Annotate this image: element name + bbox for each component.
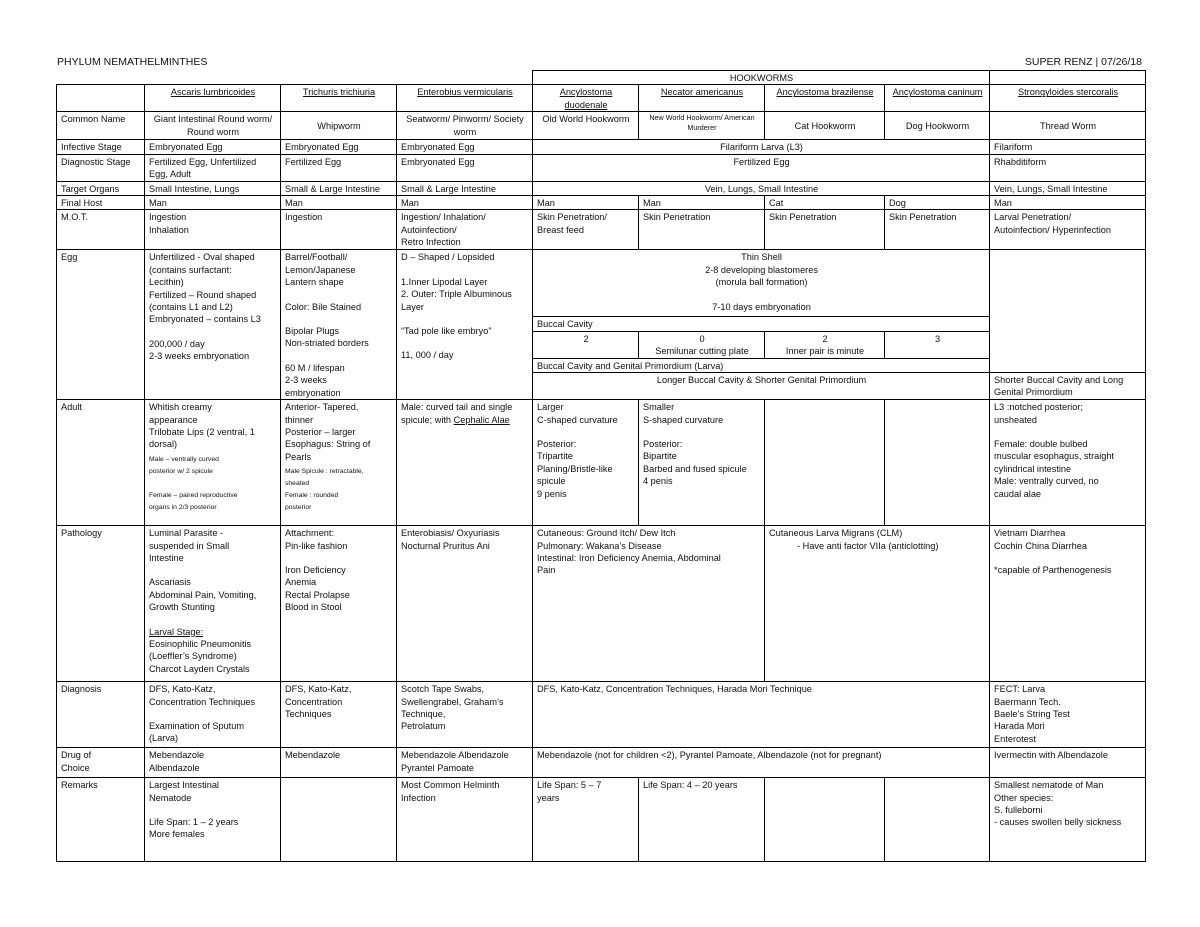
text-line: Choice xyxy=(61,762,90,773)
cell xyxy=(145,682,281,748)
text-line: - causes swollen belly sickness xyxy=(994,817,1122,828)
cell: Small & Large Intestine xyxy=(397,181,533,195)
text-line: Drug of xyxy=(61,750,92,761)
species-strongyloides: Strongyloides stercoralis xyxy=(990,85,1146,112)
text-line: Lecithin) xyxy=(149,277,184,288)
text-line: Smaller xyxy=(643,402,675,413)
text-line xyxy=(285,289,393,301)
cell: Small & Large Intestine xyxy=(281,181,397,195)
text-line: (contains L1 and L2) xyxy=(149,302,233,313)
cell xyxy=(765,778,885,862)
text-line: Posterior – larger xyxy=(285,426,356,437)
cell xyxy=(145,778,281,862)
cell: Longer Buccal Cavity & Shorter Genital Primordium xyxy=(533,373,990,400)
text-line: 11, 000 / day xyxy=(401,350,454,361)
text-line xyxy=(285,313,393,325)
text-line: Thin Shell xyxy=(741,252,782,263)
row-common-name xyxy=(57,112,1146,140)
row-label: Common Name xyxy=(57,112,145,140)
cell: Vein, Lungs, Small Intestine xyxy=(533,181,990,195)
cell xyxy=(145,400,281,526)
text-line: Female: double bulbed xyxy=(994,438,1088,449)
text-line: Female – paired reproductive xyxy=(149,491,238,499)
text-line xyxy=(643,426,761,438)
cell xyxy=(145,250,281,400)
text-line: Abdominal Pain, Vomiting, xyxy=(149,589,257,600)
cell xyxy=(990,778,1146,862)
text-line: Eosinophilic Pneumonitis xyxy=(149,638,252,649)
text-line: L3 :notched posterior; xyxy=(994,402,1083,413)
text-line: Mebendazole Albendazole xyxy=(401,750,509,761)
text-line: Pain xyxy=(537,565,556,576)
text-line: “Tad pole like embryo” xyxy=(401,326,492,337)
cell: Filariform Larva (L3) xyxy=(533,140,990,154)
buccal-genital-label: Buccal Cavity and Genital Primordium (Larva) xyxy=(533,358,990,372)
buccal-cavity-label: Buccal Cavity xyxy=(533,317,990,331)
cell xyxy=(639,400,765,526)
cell: Fertilized Egg xyxy=(281,154,397,181)
text-line: More females xyxy=(149,829,205,840)
row-label: Target Organs xyxy=(57,181,145,195)
cell xyxy=(145,210,281,250)
text-line: muscular esophagus, straight xyxy=(994,451,1115,462)
text-line: Harada Mori xyxy=(994,721,1045,732)
text-line: Autoinfection/ xyxy=(401,224,457,235)
cell: Ivermectin with Albendazole xyxy=(990,748,1146,778)
text-line: DFS, Kato-Katz, xyxy=(285,684,352,695)
nematode-table xyxy=(56,70,1146,862)
cell xyxy=(533,526,765,682)
text-line: cylindrical intestine xyxy=(994,463,1072,474)
cell xyxy=(281,778,397,862)
cell xyxy=(281,250,397,400)
cell: Man xyxy=(281,196,397,210)
cell xyxy=(281,526,397,682)
text-line: dorsal) xyxy=(149,439,178,450)
text-line: (morula ball formation) xyxy=(715,277,808,288)
cell: Cat Hookworm xyxy=(765,112,885,140)
text-line: unsheated xyxy=(994,414,1037,425)
cell: Shorter Buccal Cavity and Long Genital Primordium xyxy=(990,373,1146,400)
text-line: Most Common Helminth xyxy=(401,780,500,791)
document-title: PHYLUM NEMATHELMINTHES xyxy=(57,56,208,68)
species-header-row xyxy=(57,85,1146,112)
text-line: Color: Bile Stained xyxy=(285,301,362,312)
author-date: SUPER RENZ | 07/26/18 xyxy=(1024,56,1142,68)
text-line: Baermann Tech. xyxy=(994,696,1061,707)
row-final-host xyxy=(57,196,1146,210)
species-duodenale: Ancylostoma duodenale xyxy=(533,85,639,112)
text-line: Cutaneous: Ground Itch/ Dew Itch xyxy=(537,528,676,539)
row-label: Diagnosis xyxy=(57,682,145,748)
text-line: 9 penis xyxy=(537,488,567,499)
text-line: posterior w/ 2 spicule xyxy=(149,467,213,475)
text-line: Nematode xyxy=(149,792,192,803)
row-label: Adult xyxy=(57,400,145,526)
cell: Thread Worm xyxy=(990,112,1146,140)
text-line: Technique, xyxy=(401,708,446,719)
text-line: Non-striated borders xyxy=(285,338,369,349)
text-line: Pin-like fashion xyxy=(285,540,348,551)
text-line: Growth Stunting xyxy=(149,602,215,613)
text-line: 200,000 / day xyxy=(149,338,205,349)
cell: Man xyxy=(533,196,639,210)
text-line: DFS, Kato-Katz, xyxy=(149,684,216,695)
text-line xyxy=(994,426,1142,438)
text-line: Smallest nematode of Man xyxy=(994,780,1104,791)
cell xyxy=(397,210,533,250)
cell xyxy=(765,400,885,526)
cell: Embryonated Egg xyxy=(397,154,533,181)
text-line: Infection xyxy=(401,792,436,803)
text-line: 2-8 developing blastomeres xyxy=(705,264,818,275)
row-egg xyxy=(57,250,1146,317)
text-line: Male Spicule : retractable, xyxy=(285,468,364,476)
cell xyxy=(639,210,765,250)
cell: 3 xyxy=(885,331,990,358)
text-line: spicule xyxy=(537,476,566,487)
text-line: Inhalation xyxy=(149,224,189,235)
cell xyxy=(397,250,533,400)
text-line: Intestine xyxy=(149,552,184,563)
cell: DFS, Kato-Katz, Concentration Techniques, Harada Mori Technique xyxy=(533,682,990,748)
row-remarks xyxy=(57,778,1146,862)
cell: Male: curved tail and single spicule; with Cephalic Alae xyxy=(397,400,533,526)
text-line: Bipolar Plugs xyxy=(285,326,340,337)
cell xyxy=(990,250,1146,373)
row-diagnosis xyxy=(57,682,1146,748)
text-line: 2. Outer: Triple Albuminous xyxy=(401,289,512,300)
cell: Man xyxy=(990,196,1146,210)
cell xyxy=(281,210,397,250)
text-line: Lemon/Japanese xyxy=(285,264,356,275)
text-line: Iron Deficiency xyxy=(285,564,346,575)
text-line: Fertilized – Round shaped xyxy=(149,289,257,300)
text-line: Life Span: 5 – 7 xyxy=(537,780,602,791)
cell: Small Intestine, Lungs xyxy=(145,181,281,195)
row-adult xyxy=(57,400,1146,526)
text-line: (contains surfactant: xyxy=(149,264,232,275)
row-label: Remarks xyxy=(57,778,145,862)
text-line: Nocturnal Pruritus Ani xyxy=(401,540,490,551)
cell: Man xyxy=(639,196,765,210)
cell: New World Hookworm/ American Murderer xyxy=(639,112,765,140)
text-line: Baele’s String Test xyxy=(994,708,1070,719)
text-line: Skin Penetration xyxy=(769,212,837,223)
text-line: Concentration Techniques xyxy=(149,696,256,707)
text-line: Pyrantel Pamoate xyxy=(401,762,475,773)
row-label: Egg xyxy=(57,250,145,400)
row-mot xyxy=(57,210,1146,250)
text-line: Female : rounded xyxy=(285,492,339,500)
cell xyxy=(397,526,533,682)
species-caninum: Ancylostoma caninum xyxy=(885,85,990,112)
cell: Luminal Parasite - suspended in Small Intestine Ascariasis Abdominal Pain, Vomiting, Growth Stunting Larval Stage: Eosinophilic Pneumonitis (Loeffler’s Syndrome) Charcot Layden Crystals xyxy=(145,526,281,682)
text-line: Ingestion xyxy=(149,212,187,223)
text-line: years xyxy=(537,792,560,803)
text-line: Techniques xyxy=(285,708,332,719)
cell: Cat xyxy=(765,196,885,210)
text-line: Unfertilized - Oval shaped xyxy=(149,252,255,263)
text-line xyxy=(401,337,529,349)
text-line: Charcot Layden Crystals xyxy=(149,663,250,674)
row-label xyxy=(57,748,145,778)
row-label: Final Host xyxy=(57,196,145,210)
text-line: Ingestion xyxy=(285,212,323,223)
text-line: S. fulleborni xyxy=(994,804,1043,815)
cell: Seatworm/ Pinworm/ Society worm xyxy=(397,112,533,140)
text-line: Bipartite xyxy=(643,451,677,462)
cell xyxy=(145,748,281,778)
text-line: 1.Inner Lipodal Layer xyxy=(401,276,488,287)
row-label: Infective Stage xyxy=(57,140,145,154)
cell: Man xyxy=(397,196,533,210)
species-enterobius: Enterobius vermicularis xyxy=(397,85,533,112)
text-line: Whitish creamy xyxy=(149,402,212,413)
text-line xyxy=(285,552,393,564)
text-line xyxy=(149,614,277,626)
text-line: Mebendazole xyxy=(149,750,205,761)
cell xyxy=(281,748,397,778)
text-line xyxy=(149,708,277,720)
text-line: Rectal Prolapse xyxy=(285,589,350,600)
text-line: Other species: xyxy=(994,792,1054,803)
text-line: Barbed and fused spicule xyxy=(643,463,747,474)
text-line: thinner xyxy=(285,414,314,425)
text-line: Posterior: xyxy=(643,438,683,449)
cell: Cutaneous Larva Migrans (CLM) - Have anti factor VIIa (anticlotting) xyxy=(765,526,990,682)
species-ascaris: Ascaris lumbricoides xyxy=(145,85,281,112)
text-line: C-shaped curvature xyxy=(537,414,618,425)
text-line: Pulmonary: Wakana’s Disease xyxy=(537,540,662,551)
text-line: posterior xyxy=(285,504,312,512)
text-line: caudal alae xyxy=(994,488,1042,499)
cell xyxy=(397,778,533,862)
text-line: Skin Penetration xyxy=(643,212,711,223)
cell xyxy=(533,400,639,526)
text-line: Enterotest xyxy=(994,733,1036,744)
text-line: Retro Infection xyxy=(401,237,461,248)
cell xyxy=(397,682,533,748)
cell xyxy=(885,778,990,862)
species-trichuris: Trichuris trichiuria xyxy=(281,85,397,112)
species-brazilense: Ancylostoma brazilense xyxy=(765,85,885,112)
text-line: Largest Intestinal xyxy=(149,780,219,791)
text-line: Autoinfection/ Hyperinfection xyxy=(994,224,1111,235)
cell xyxy=(639,778,765,862)
text-line: Concentration xyxy=(285,696,343,707)
text-line: 60 M / lifespan xyxy=(285,362,345,373)
text-line: Layer xyxy=(401,301,424,312)
text-line xyxy=(149,564,277,576)
text-line: Posterior: xyxy=(537,438,577,449)
cell xyxy=(533,250,990,317)
text-line: Scotch Tape Swabs, xyxy=(401,684,485,695)
text-line xyxy=(537,426,635,438)
cell xyxy=(885,400,990,526)
row-diagnostic-stage xyxy=(57,154,1146,181)
text-line: *capable of Parthenogenesis xyxy=(994,564,1112,575)
text-line: Pearls xyxy=(285,451,312,462)
text-line: Planing/Bristle-like xyxy=(537,463,613,474)
row-label: Pathology xyxy=(57,526,145,682)
text-line: organs in 2/3 posterior xyxy=(149,503,217,511)
text-line: Male: ventrally curved, no xyxy=(994,476,1099,487)
cell xyxy=(281,682,397,748)
text-line xyxy=(994,552,1142,564)
cell: Filariform xyxy=(990,140,1146,154)
row-label: M.O.T. xyxy=(57,210,145,250)
cell xyxy=(397,748,533,778)
text-line: Luminal Parasite - xyxy=(149,528,224,539)
row-label: Diagnostic Stage xyxy=(57,154,145,181)
text-line xyxy=(149,479,277,491)
cell xyxy=(533,778,639,862)
text-line: Anemia xyxy=(285,577,317,588)
text-line: sheated xyxy=(285,480,310,488)
cell xyxy=(765,210,885,250)
text-line: Life Span: 1 – 2 years xyxy=(149,816,239,827)
row-pathology xyxy=(57,526,1146,682)
text-line: embryonation xyxy=(285,387,341,398)
cell: Embryonated Egg xyxy=(281,140,397,154)
text-line: Barrel/Football/ xyxy=(285,252,348,263)
text-line: Lantern shape xyxy=(285,277,344,288)
cell xyxy=(533,210,639,250)
text-line: Examination of Sputum xyxy=(149,720,244,731)
text-line: Skin Penetration/ xyxy=(537,212,607,223)
text-line: Attachment: xyxy=(285,528,335,539)
species-necator: Necator americanus xyxy=(639,85,765,112)
text-line: (Loeffler’s Syndrome) xyxy=(149,651,237,662)
cell xyxy=(990,400,1146,526)
text-line: Anterior- Tapered, xyxy=(285,402,359,413)
cell: Giant Intestinal Round worm/ Round worm xyxy=(145,112,281,140)
cell: Embryonated Egg xyxy=(397,140,533,154)
cell: Man xyxy=(145,196,281,210)
cell: Embryonated Egg xyxy=(145,140,281,154)
text-line: (Larva) xyxy=(149,733,179,744)
text-line: 2-3 weeks embryonation xyxy=(149,351,250,362)
text-line: Tripartite xyxy=(537,451,573,462)
hookworms-header: HOOKWORMS xyxy=(533,71,990,85)
text-line xyxy=(285,350,393,362)
cell xyxy=(990,210,1146,250)
row-infective-stage xyxy=(57,140,1146,154)
cell: Mebendazole (not for children <2), Pyrantel Pamoate, Albendazole (not for pregnant) xyxy=(533,748,990,778)
cell xyxy=(885,210,990,250)
cell: Rhabditiform xyxy=(990,154,1146,181)
text-line: Larger xyxy=(537,402,564,413)
text-line: Albendazole xyxy=(149,762,200,773)
text-line: Blood in Stool xyxy=(285,602,342,613)
cell: 2 xyxy=(533,331,639,358)
cell xyxy=(990,682,1146,748)
text-line: 7-10 days embryonation xyxy=(712,301,811,312)
text-line: 4 penis xyxy=(643,476,673,487)
text-line xyxy=(401,264,529,276)
text-line: Enterobiasis/ Oxyuriasis xyxy=(401,528,500,539)
text-line: Ascariasis xyxy=(149,577,191,588)
text-line: Petrolatum xyxy=(401,721,446,732)
text-line xyxy=(537,289,986,301)
text-line xyxy=(149,326,277,338)
text-line: Trilobate Lips (2 ventral, 1 xyxy=(149,426,255,437)
text-line xyxy=(149,804,277,816)
text-line: Mebendazole xyxy=(285,750,341,761)
cell: Fertilized Egg xyxy=(533,154,990,181)
text-line: Intestinal: Iron Deficiency Anemia, Abdominal xyxy=(537,552,721,563)
text-line: S-shaped curvature xyxy=(643,414,724,425)
cell: Vein, Lungs, Small Intestine xyxy=(990,181,1146,195)
text-line: Swellengrabel, Graham’s xyxy=(401,696,504,707)
text-line: 2-3 weeks xyxy=(285,375,327,386)
text-line: Esophagus: String of xyxy=(285,439,371,450)
cell: Old World Hookworm xyxy=(533,112,639,140)
cell: Whipworm xyxy=(281,112,397,140)
text-line: Breast feed xyxy=(537,224,584,235)
cell xyxy=(990,526,1146,682)
row-target-organs xyxy=(57,181,1146,195)
row-drug-of-choice xyxy=(57,748,1146,778)
text-line: Larval Penetration/ xyxy=(994,212,1072,223)
cell: 2 Inner pair is minute xyxy=(765,331,885,358)
text-line: Skin Penetration xyxy=(889,212,957,223)
text-line xyxy=(401,313,529,325)
text-line: Ingestion/ Inhalation/ xyxy=(401,212,486,223)
cell: Fertilized Egg, Unfertilized Egg, Adult xyxy=(145,154,281,181)
cell: Dog Hookworm xyxy=(885,112,990,140)
text-line: Male – ventrally curved xyxy=(149,455,219,463)
text-line: Vietnam Diarrhea xyxy=(994,528,1066,539)
cell xyxy=(281,400,397,526)
text-line: suspended in Small xyxy=(149,540,230,551)
text-line: appearance xyxy=(149,414,198,425)
text-line: FECT: Larva xyxy=(994,684,1046,695)
text-line: Life Span: 4 – 20 years xyxy=(643,780,738,791)
cell: Dog xyxy=(885,196,990,210)
text-line: D – Shaped / Lopsided xyxy=(401,252,495,263)
text-line: Embryonated – contains L3 xyxy=(149,314,261,325)
cell: 0 Semilunar cutting plate xyxy=(639,331,765,358)
text-line: Cochin China Diarrhea xyxy=(994,540,1087,551)
